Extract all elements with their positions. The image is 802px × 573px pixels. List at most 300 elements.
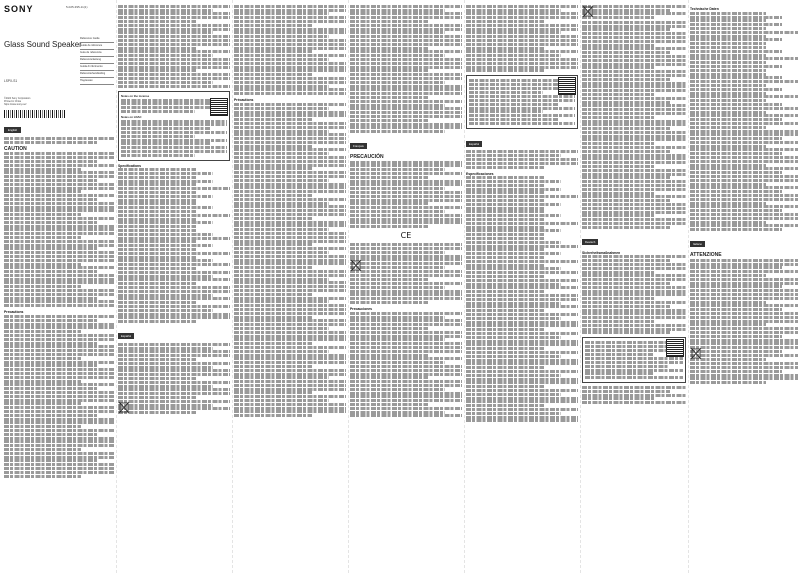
text-line	[234, 224, 346, 227]
text-line	[118, 233, 213, 236]
ce-mark-icon: CE	[400, 231, 412, 241]
text-line	[582, 282, 670, 285]
text-line	[690, 282, 798, 285]
text-line	[466, 47, 544, 50]
text-line	[690, 198, 798, 201]
text-line	[582, 199, 670, 202]
text-line	[350, 384, 462, 387]
text-line	[466, 180, 561, 183]
text-line	[582, 286, 686, 289]
text-line	[350, 282, 462, 285]
text-line	[234, 278, 329, 281]
weee-bin-icon	[690, 346, 702, 360]
sicherheit-heading: Sicherheitsmaßnahmen	[582, 250, 621, 255]
text-line	[234, 300, 329, 303]
text-line	[118, 313, 230, 316]
text-line	[234, 183, 346, 186]
text-line	[690, 80, 798, 83]
text-line	[690, 111, 766, 114]
text-line	[118, 58, 230, 61]
column-english-specs	[118, 4, 230, 415]
text-line	[582, 142, 655, 145]
model-code: 5-025-395-11(1)	[66, 5, 88, 9]
text-line	[118, 210, 196, 213]
text-line	[690, 57, 798, 60]
text-line	[690, 107, 798, 110]
text-line	[350, 335, 462, 338]
text-line	[466, 340, 578, 343]
text-line	[466, 39, 578, 42]
text-line	[234, 312, 346, 315]
text-line	[350, 43, 462, 46]
text-line	[690, 95, 798, 98]
text-line	[4, 297, 98, 300]
text-line	[585, 372, 654, 375]
text-line	[582, 312, 686, 315]
text-line	[690, 167, 798, 170]
text-line	[690, 84, 766, 87]
text-line	[582, 271, 655, 274]
text-line	[466, 210, 544, 213]
text-line	[690, 148, 798, 151]
text-line	[350, 342, 462, 345]
text-line	[118, 252, 230, 255]
text-line	[234, 221, 346, 224]
text-line	[4, 444, 114, 447]
text-line	[234, 186, 346, 189]
text-line	[582, 157, 686, 160]
language-item: Referenzanleitung	[80, 57, 114, 64]
text-line	[350, 123, 462, 126]
text-line	[466, 408, 578, 411]
text-line	[234, 365, 312, 368]
text-line	[466, 290, 544, 293]
text-line	[350, 399, 462, 402]
text-line	[4, 372, 114, 375]
text-line	[690, 31, 798, 34]
text-line	[582, 51, 670, 54]
text-line	[234, 9, 346, 12]
text-line	[690, 133, 798, 136]
text-line	[466, 154, 561, 157]
text-line	[118, 358, 196, 361]
text-line	[466, 332, 578, 335]
text-line	[234, 164, 346, 167]
text-line	[234, 213, 346, 216]
text-line	[4, 353, 114, 356]
text-line	[118, 377, 196, 380]
text-line	[234, 141, 346, 144]
text-line	[4, 429, 114, 432]
text-line	[466, 237, 544, 240]
text-line	[350, 104, 445, 107]
text-line	[350, 54, 445, 57]
text-line	[469, 118, 559, 121]
text-line	[350, 115, 462, 118]
spanish-subsection-banner: Español	[466, 141, 482, 147]
text-line	[350, 180, 462, 183]
text-line	[121, 146, 227, 149]
text-line	[234, 137, 346, 140]
text-line	[690, 304, 798, 307]
text-line	[466, 5, 578, 8]
text-line	[466, 336, 561, 339]
ldac-box-title: Notes on LDAC	[121, 114, 142, 119]
text-line	[4, 376, 114, 379]
text-line	[466, 385, 544, 388]
text-line	[582, 82, 686, 85]
text-line	[690, 76, 782, 79]
text-line	[118, 267, 196, 270]
text-line	[4, 410, 114, 413]
text-line	[350, 338, 445, 341]
text-line	[582, 55, 686, 58]
text-line	[582, 316, 686, 319]
text-line	[690, 152, 782, 155]
text-line	[4, 380, 81, 383]
text-line	[4, 459, 98, 462]
text-line	[582, 123, 686, 126]
weee-bin-icon	[118, 400, 130, 414]
text-line	[118, 369, 230, 372]
text-line	[690, 354, 798, 357]
text-line	[4, 244, 114, 247]
text-line	[690, 65, 782, 68]
text-line	[118, 12, 230, 15]
text-line	[4, 452, 114, 455]
text-line	[690, 205, 798, 208]
text-line	[4, 433, 98, 436]
qr-code	[211, 99, 227, 115]
text-line	[234, 160, 346, 163]
fold-line	[464, 0, 465, 573]
text-line	[466, 347, 544, 350]
text-line	[350, 107, 462, 110]
text-line	[582, 390, 670, 393]
text-line	[690, 301, 766, 304]
text-line	[234, 259, 346, 262]
text-line	[4, 425, 81, 428]
text-line	[466, 393, 561, 396]
text-line	[350, 77, 462, 80]
text-line	[350, 130, 445, 133]
text-line	[466, 359, 578, 362]
qr-code	[559, 78, 575, 94]
barcode	[4, 110, 66, 118]
text-line	[4, 334, 114, 337]
text-line	[234, 118, 312, 121]
text-line	[118, 350, 230, 353]
text-line	[118, 407, 230, 410]
text-line	[234, 167, 312, 170]
text-line	[118, 187, 230, 190]
text-line	[690, 362, 798, 365]
text-line	[234, 12, 329, 15]
text-line	[234, 171, 346, 174]
text-line	[469, 114, 575, 117]
text-line	[118, 47, 196, 50]
text-line	[466, 260, 578, 263]
text-line	[4, 247, 98, 250]
text-line	[582, 214, 655, 217]
text-line	[690, 316, 798, 319]
text-line	[234, 323, 346, 326]
text-line	[582, 331, 670, 334]
text-line	[234, 217, 312, 220]
text-line	[350, 361, 445, 364]
text-line	[234, 369, 346, 372]
text-line	[582, 63, 686, 66]
text-line	[234, 175, 346, 178]
text-line	[582, 394, 686, 397]
text-line	[690, 278, 798, 281]
text-line	[690, 92, 766, 95]
text-line	[582, 66, 655, 69]
text-line	[4, 357, 81, 360]
text-line	[4, 213, 81, 216]
text-line	[350, 161, 462, 164]
text-line	[118, 278, 230, 281]
text-line	[118, 275, 213, 278]
text-line	[582, 401, 686, 404]
text-line	[350, 47, 428, 50]
text-line	[234, 58, 329, 61]
text-line	[466, 58, 578, 61]
text-line	[466, 222, 578, 225]
text-line	[234, 145, 312, 148]
text-line	[121, 135, 195, 138]
text-line	[466, 69, 544, 72]
text-line	[118, 5, 230, 8]
text-line	[690, 179, 798, 182]
text-line	[118, 39, 230, 42]
text-line	[466, 184, 544, 187]
text-line	[118, 229, 196, 232]
text-line	[234, 266, 312, 269]
text-line	[234, 114, 346, 117]
text-line	[4, 475, 81, 478]
text-line	[350, 69, 428, 72]
text-line	[234, 24, 312, 27]
language-item: Reference Guide	[80, 36, 114, 43]
text-line	[118, 9, 213, 12]
text-line	[350, 183, 462, 186]
english-section-banner: English	[4, 127, 21, 133]
text-line	[234, 43, 346, 46]
text-line	[690, 175, 798, 178]
text-line	[582, 320, 655, 323]
weee-bin-icon	[582, 4, 594, 18]
text-line	[690, 370, 782, 373]
text-line	[582, 138, 686, 141]
text-line	[690, 190, 782, 193]
especificaciones-heading: Especificaciones	[466, 171, 494, 176]
text-line	[690, 259, 798, 262]
text-line	[582, 211, 686, 214]
text-line	[585, 376, 683, 379]
text-line	[234, 361, 346, 364]
text-line	[469, 103, 559, 106]
text-line	[466, 66, 578, 69]
text-line	[118, 400, 230, 403]
text-line	[118, 343, 230, 346]
text-line	[690, 145, 766, 148]
text-line	[582, 25, 686, 28]
text-line	[118, 69, 196, 72]
text-line	[466, 400, 578, 403]
text-line	[350, 327, 428, 330]
text-line	[582, 131, 686, 134]
text-line	[118, 373, 230, 376]
text-line	[690, 221, 766, 224]
text-line	[4, 263, 81, 266]
text-line	[234, 255, 346, 258]
text-line	[350, 16, 462, 19]
text-line	[690, 183, 766, 186]
text-line	[118, 305, 230, 308]
text-line	[690, 50, 782, 53]
text-line	[690, 73, 766, 76]
german-section-banner: Deutsch	[582, 239, 598, 245]
text-line	[234, 399, 329, 402]
text-line	[582, 154, 686, 157]
text-line	[234, 274, 346, 277]
text-line	[118, 202, 196, 205]
text-line	[118, 43, 230, 46]
text-line	[350, 403, 428, 406]
text-line	[4, 251, 114, 254]
text-line	[582, 222, 686, 225]
text-line	[234, 354, 346, 357]
french-section-banner: Français	[350, 143, 367, 149]
text-line	[690, 289, 798, 292]
text-line	[4, 330, 81, 333]
text-line	[234, 130, 329, 133]
text-line	[466, 362, 578, 365]
text-line	[466, 9, 561, 12]
text-line	[350, 258, 462, 261]
text-line	[4, 270, 98, 273]
text-line	[121, 150, 227, 153]
text-line	[466, 302, 561, 305]
text-line	[582, 32, 686, 35]
text-line	[690, 103, 782, 106]
text-line	[121, 123, 227, 126]
text-line	[350, 35, 462, 38]
text-line	[466, 162, 578, 165]
text-line	[466, 50, 578, 53]
text-line	[466, 321, 578, 324]
text-line	[234, 103, 346, 106]
text-line	[582, 89, 686, 92]
column-french	[234, 4, 346, 418]
text-line	[582, 36, 686, 39]
text-line	[4, 289, 114, 292]
text-line	[234, 395, 346, 398]
text-line	[121, 120, 227, 123]
text-line	[466, 218, 544, 221]
text-line	[582, 226, 670, 229]
text-line	[234, 380, 346, 383]
text-line	[234, 156, 346, 159]
text-line	[466, 283, 561, 286]
text-line	[350, 12, 462, 15]
text-line	[582, 108, 686, 111]
text-line	[118, 259, 213, 262]
text-line	[350, 380, 462, 383]
text-line	[582, 135, 686, 138]
aviso-heading: PRECAUCIÓN	[350, 153, 384, 160]
text-line	[466, 264, 544, 267]
text-line	[4, 171, 114, 174]
text-line	[466, 54, 561, 57]
text-line	[582, 12, 686, 15]
text-line	[234, 289, 346, 292]
text-line	[466, 191, 544, 194]
text-line	[234, 414, 312, 417]
text-line	[234, 152, 329, 155]
text-line	[582, 5, 686, 8]
license-box-title: Notes on the License	[121, 93, 150, 98]
text-line	[582, 176, 670, 179]
text-line	[118, 172, 213, 175]
text-line	[582, 301, 686, 304]
text-line	[118, 404, 213, 407]
text-line	[690, 141, 798, 144]
fold-line	[580, 0, 581, 573]
text-line	[118, 73, 230, 76]
text-line	[582, 397, 655, 400]
text-line	[350, 28, 462, 31]
text-line	[350, 293, 462, 296]
text-line	[466, 275, 544, 278]
text-line	[234, 236, 346, 239]
weee-bin-icon	[350, 258, 362, 272]
attenzione-heading: ATTENZIONE	[690, 252, 722, 259]
text-line	[350, 323, 462, 326]
text-line	[234, 376, 329, 379]
text-line	[234, 262, 346, 265]
text-line	[582, 28, 670, 31]
text-line	[4, 364, 98, 367]
text-line	[118, 240, 196, 243]
text-line	[350, 176, 428, 179]
text-line	[690, 213, 798, 216]
text-line	[466, 166, 544, 169]
text-line	[582, 44, 655, 47]
text-line	[118, 183, 196, 186]
text-line	[466, 404, 544, 407]
text-line	[350, 350, 462, 353]
italian-section-banner: Italiano	[690, 241, 705, 247]
text-line	[350, 262, 462, 265]
text-line	[350, 354, 428, 357]
text-line	[582, 161, 686, 164]
text-line	[690, 46, 766, 49]
text-line	[582, 328, 686, 331]
text-line	[350, 168, 445, 171]
text-line	[121, 142, 211, 145]
text-line	[4, 315, 114, 318]
text-line	[690, 16, 782, 19]
text-line	[350, 206, 462, 209]
text-line	[469, 107, 575, 110]
text-line	[4, 361, 114, 364]
text-line	[4, 206, 114, 209]
text-line	[466, 374, 561, 377]
text-line	[350, 58, 462, 61]
text-line	[350, 81, 445, 84]
